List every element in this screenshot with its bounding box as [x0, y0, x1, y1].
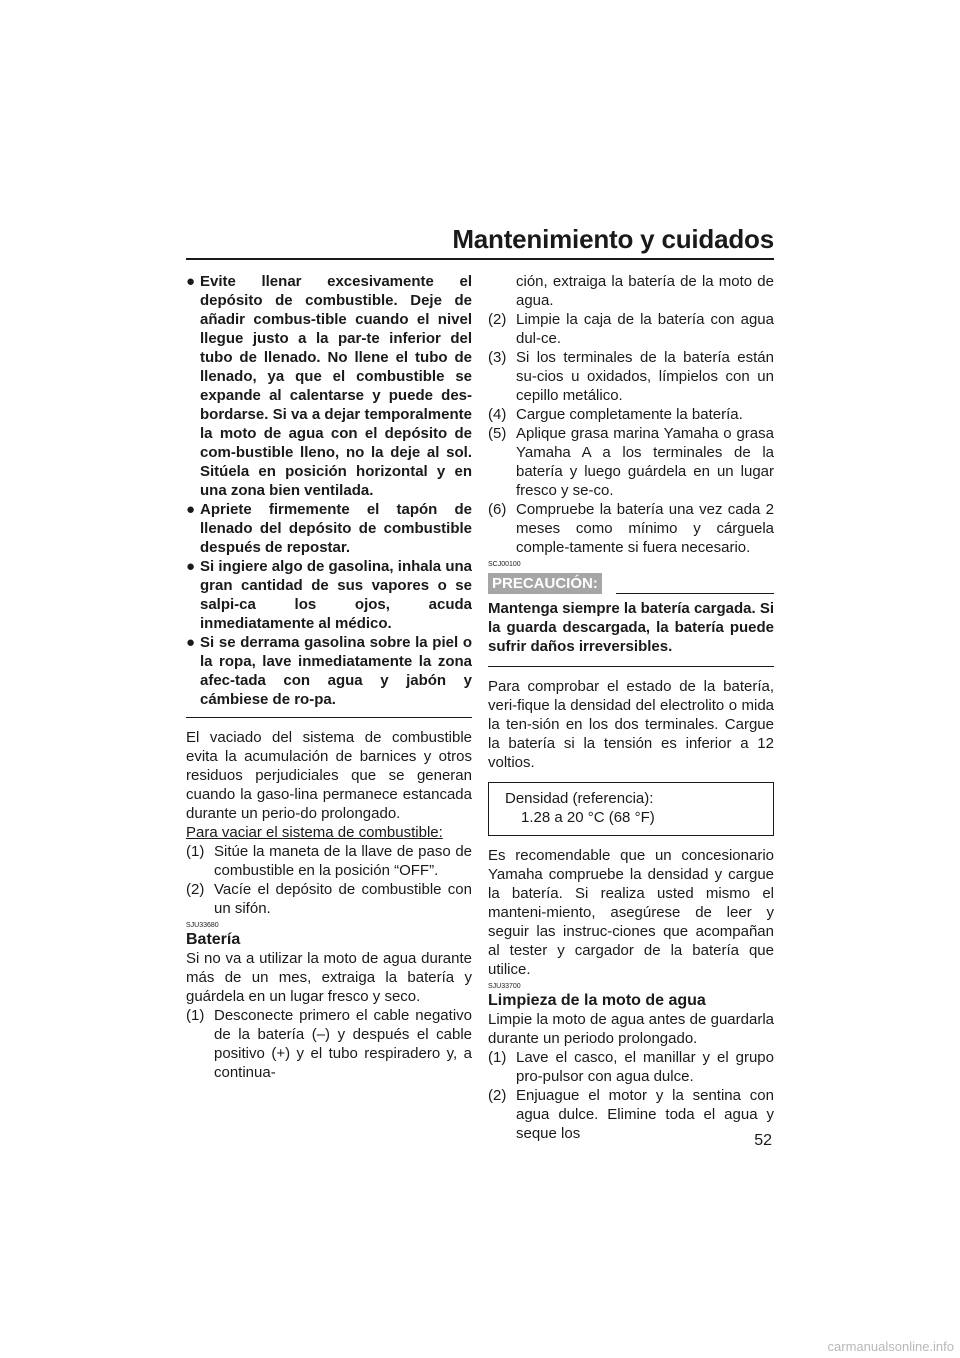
spec-value: 1.28 a 20 °C (68 °F) — [521, 809, 655, 826]
cleaning-heading: Limpieza de la moto de agua — [488, 992, 706, 1009]
battery-step: (4) Cargue completamente la batería. — [488, 406, 743, 423]
battery-intro: Si no va a utilizar la moto de agua durante más de un mes, extraiga la batería y guárdela en un lugar fresco y seco. — [186, 950, 472, 1005]
bullet-icon: ● — [186, 501, 196, 518]
dealer-text: Es recomendable que un concesionario Yamaha compruebe la densidad y cargue la batería. Si realiza usted mismo el manteni-miento, asegúrese de leer y seguir las instruc-ciones que acompañan al tester y cargador de la batería que utilice. — [488, 847, 774, 978]
battery-step: (5) Aplique grasa marina Yamaha o grasa Yamaha A a los terminales de la batería y luego guárdela en un lugar fresco y se-co. — [488, 425, 774, 499]
cleaning-step: (2) Enjuague el motor y la sentina con agua dulce. Elimine toda el agua y seque los — [488, 1087, 774, 1142]
bullet-icon: ● — [186, 634, 196, 651]
density-text: Para comprobar el estado de la batería, veri-fique la densidad del electrolito o mida la ten-sión en los dos terminales. Cargue la batería si la tensión es inferior a 12 voltios. — [488, 678, 774, 771]
drain-step: (1) Sitúe la maneta de la llave de paso de combustible en la posición “OFF”. — [186, 843, 472, 879]
spec-label: Densidad (referencia): — [505, 790, 654, 807]
caution-rule — [616, 593, 774, 594]
caution-end-rule — [488, 666, 774, 667]
page-title: Mantenimiento y cuidados — [452, 224, 774, 254]
left-column — [186, 272, 472, 1082]
cleaning-step: (1) Lave el casco, el manillar y el grupo pro-pulsor con agua dulce. — [488, 1049, 774, 1085]
battery-step-continued: ción, extraiga la batería de la moto de agua. — [516, 273, 774, 309]
section-code: SCJ00100 — [488, 561, 521, 568]
page-number: 52 — [754, 1132, 772, 1149]
right-column — [488, 272, 774, 1143]
watermark-link[interactable]: carmanualsonline.info — [827, 1339, 954, 1354]
section-code: SJU33680 — [186, 922, 219, 929]
warning-end-rule — [186, 717, 472, 718]
battery-step: (3) Si los terminales de la batería están su-cios u oxidados, límpielos con un cepillo metálico. — [488, 349, 774, 404]
warning-bullet: ● Si se derrama gasolina sobre la piel o la ropa, lave inmediatamente la zona afec-tada con agua y jabón y cámbiese de ro-pa. — [186, 634, 472, 708]
drain-intro: El vaciado del sistema de combustible evita la acumulación de barnices y otros residuos perjudiciales que se generan cuando la gaso-lina permanece estancada durante un perio-do prolongado. — [186, 729, 472, 822]
caution-label: PRECAUCIÓN: — [488, 573, 602, 594]
battery-step: (2) Limpie la caja de la batería con agua dul-ce. — [488, 311, 774, 347]
bullet-icon: ● — [186, 273, 196, 290]
drain-subtitle: Para vaciar el sistema de combustible: — [186, 824, 443, 841]
caution-header — [488, 573, 774, 595]
warning-bullet: ● Apriete firmemente el tapón de llenado del depósito de combustible después de repostar. — [186, 501, 472, 556]
battery-step: (1) Desconecte primero el cable negativo de la batería (–) y después el cable positivo (+) y el tubo respiradero y, a continua- — [186, 1007, 472, 1081]
battery-heading: Batería — [186, 931, 241, 948]
header-rule — [186, 258, 774, 260]
warning-bullet: ● Evite llenar excesivamente el depósito de combustible. Deje de añadir combus-tible cuando el nivel llegue justo a la par-te inferior del tubo de llenado. No llene el tubo de llenado, ya que el combustible se expande al calentarse y puede des-bordarse. Si va a dejar temporalmente la moto de agua con el depósito de com-bustible lleno, no la deje al sol. Sitúela en posición horizontal y en una zona bien ventilada. — [186, 273, 472, 499]
bullet-icon: ● — [186, 558, 196, 575]
battery-step: (6) Compruebe la batería una vez cada 2 meses como mínimo y cárguela comple-tamente si fuera necesario. — [488, 501, 774, 556]
caution-text: Mantenga siempre la batería cargada. Si la guarda descargada, la batería puede sufrir daños irreversibles. — [488, 600, 774, 655]
section-code: SJU33700 — [488, 983, 521, 990]
spec-box — [488, 782, 774, 836]
warning-bullet: ● Si ingiere algo de gasolina, inhala una gran cantidad de sus vapores o se salpi-ca los ojos, acuda inmediatamente al médico. — [186, 558, 472, 632]
cleaning-intro: Limpie la moto de agua antes de guardarla durante un periodo prolongado. — [488, 1011, 774, 1047]
drain-step: (2) Vacíe el depósito de combustible con un sifón. — [186, 881, 472, 917]
